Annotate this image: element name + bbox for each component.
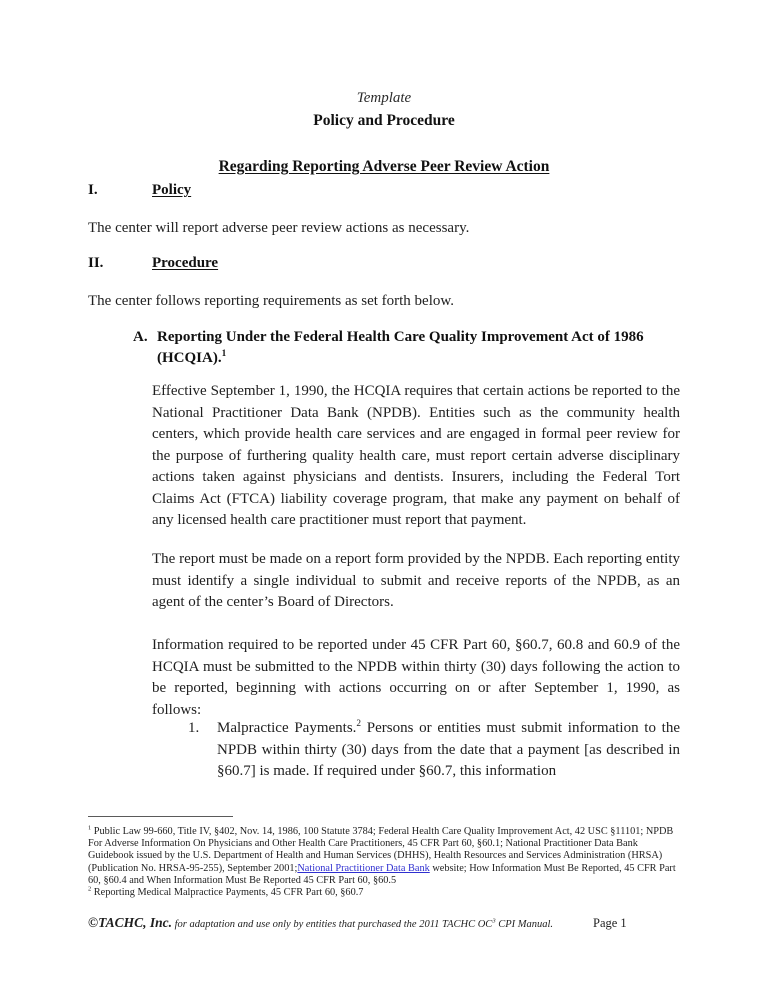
footnote-separator-rule bbox=[88, 816, 233, 817]
section-label-policy: Policy bbox=[152, 182, 192, 198]
section-heading-procedure bbox=[88, 255, 680, 272]
footnote-2-marker: 2 bbox=[88, 885, 92, 893]
list-item-marker-1: 1. bbox=[188, 720, 200, 736]
footnote-ref-2: 2 bbox=[356, 719, 362, 729]
subsection-a-heading-label: Reporting Under the Federal Health Care Quality Improvement Act of 1986 (HCQIA). bbox=[157, 329, 644, 366]
paragraph-report-form: The report must be made on a report form provided by the NPDB. Each reporting entity must identify a single individual to submit and receive reports of the NPDB, as an agent of the center’s Board of Directors. bbox=[152, 551, 680, 610]
footer-note-superscript: 3 bbox=[492, 917, 496, 925]
list-item-text bbox=[217, 718, 680, 783]
footnote-ref-1: 1 bbox=[221, 349, 227, 359]
footnote-2 bbox=[88, 887, 680, 899]
section-heading-policy bbox=[88, 182, 680, 199]
section-body-procedure: The center follows reporting requirements as set forth below. bbox=[88, 293, 454, 309]
footnote-1-hyperlink[interactable]: National Practitioner Data Bank bbox=[297, 862, 430, 874]
title-subject: Regarding Reporting Adverse Peer Review Action bbox=[218, 158, 550, 175]
footnotes-block bbox=[88, 826, 680, 899]
list-item-malpractice-payments bbox=[188, 718, 680, 783]
list-item-lead-text: Malpractice Payments. bbox=[217, 720, 357, 736]
footer-note-after: CPI Manual. bbox=[495, 919, 554, 930]
page-number: Page 1 bbox=[593, 916, 627, 930]
footnote-1 bbox=[88, 826, 680, 887]
subsection-a-heading-text bbox=[157, 327, 680, 369]
footer-attribution bbox=[88, 915, 553, 931]
section-label-procedure: Procedure bbox=[152, 255, 219, 271]
footnote-1-marker: 1 bbox=[88, 824, 92, 832]
subsection-a-marker: A. bbox=[133, 329, 148, 345]
footer-note-before: for adaptation and use only by entities that purchased the 2011 TACHC OC bbox=[171, 919, 493, 930]
title-main: Policy and Procedure bbox=[313, 112, 455, 129]
section-body-policy: The center will report adverse peer review actions as necessary. bbox=[88, 220, 470, 236]
paragraph-hcqia-reporting: Effective September 1, 1990, the HCQIA requires that certain actions be reported to the National Practitioner Data Bank (NPDB). Entities such as the community health centers, which provide health care services and are engaged in formal peer review for the purpose of furthering quality health care, must report certain adverse disciplinary actions taken against physicians and dentists. Insurers, including the Federal Tort Claims Act (FTCA) liability coverage program, that make any payment on behalf of any licensed health care practitioner must report that payment. bbox=[152, 383, 680, 528]
list-item-body-text: Persons or entities must submit information to the NPDB within thirty (30) days from the date that a payment [as described in §60.7] is made. If required under §60.7, this information bbox=[217, 720, 680, 779]
footer-copyright: ©TACHC, Inc. bbox=[88, 915, 172, 930]
paragraph-information-required: Information required to be reported under 45 CFR Part 60, §60.7, 60.8 and 60.9 of the HCQIA must be submitted to the NPDB within thirty (30) days following the action to be reported, beginning with actions occurring on or after September 1, 1990, as follows: bbox=[152, 637, 680, 718]
section-numeral-two: II. bbox=[88, 255, 104, 271]
section-numeral-one: I. bbox=[88, 182, 98, 198]
document-title-block bbox=[88, 88, 680, 177]
footnote-2-text: Reporting Medical Malpractice Payments, 45 CFR Part 60, §60.7 bbox=[93, 887, 364, 899]
title-template: Template bbox=[356, 90, 412, 106]
footnote-1-part-two: website; How Information Must Be Reported, 45 CFR Part 60, §60.4 and When Information Must Be Reported 45 CFR Part 60, §60.5 bbox=[88, 862, 676, 886]
footnote-1-part-one: Public Law 99-660, Title IV, §402, Nov. 14, 1986, 100 Statute 3784; Federal Health Care Quality Improvement Act, 42 USC §11101; NPDB For Adverse Information On Physicians and Other Health Care Practitioners, 45 CFR Part 60, §60.1; National Practitioner Data Bank Guidebook issued by the U.S. Department of Health and Human Services (DHHS), Health Resources and Services Administration (HRSA) (Publication No. HRSA-95-255), September 2001; bbox=[88, 826, 674, 874]
subsection-a-heading bbox=[133, 327, 680, 369]
